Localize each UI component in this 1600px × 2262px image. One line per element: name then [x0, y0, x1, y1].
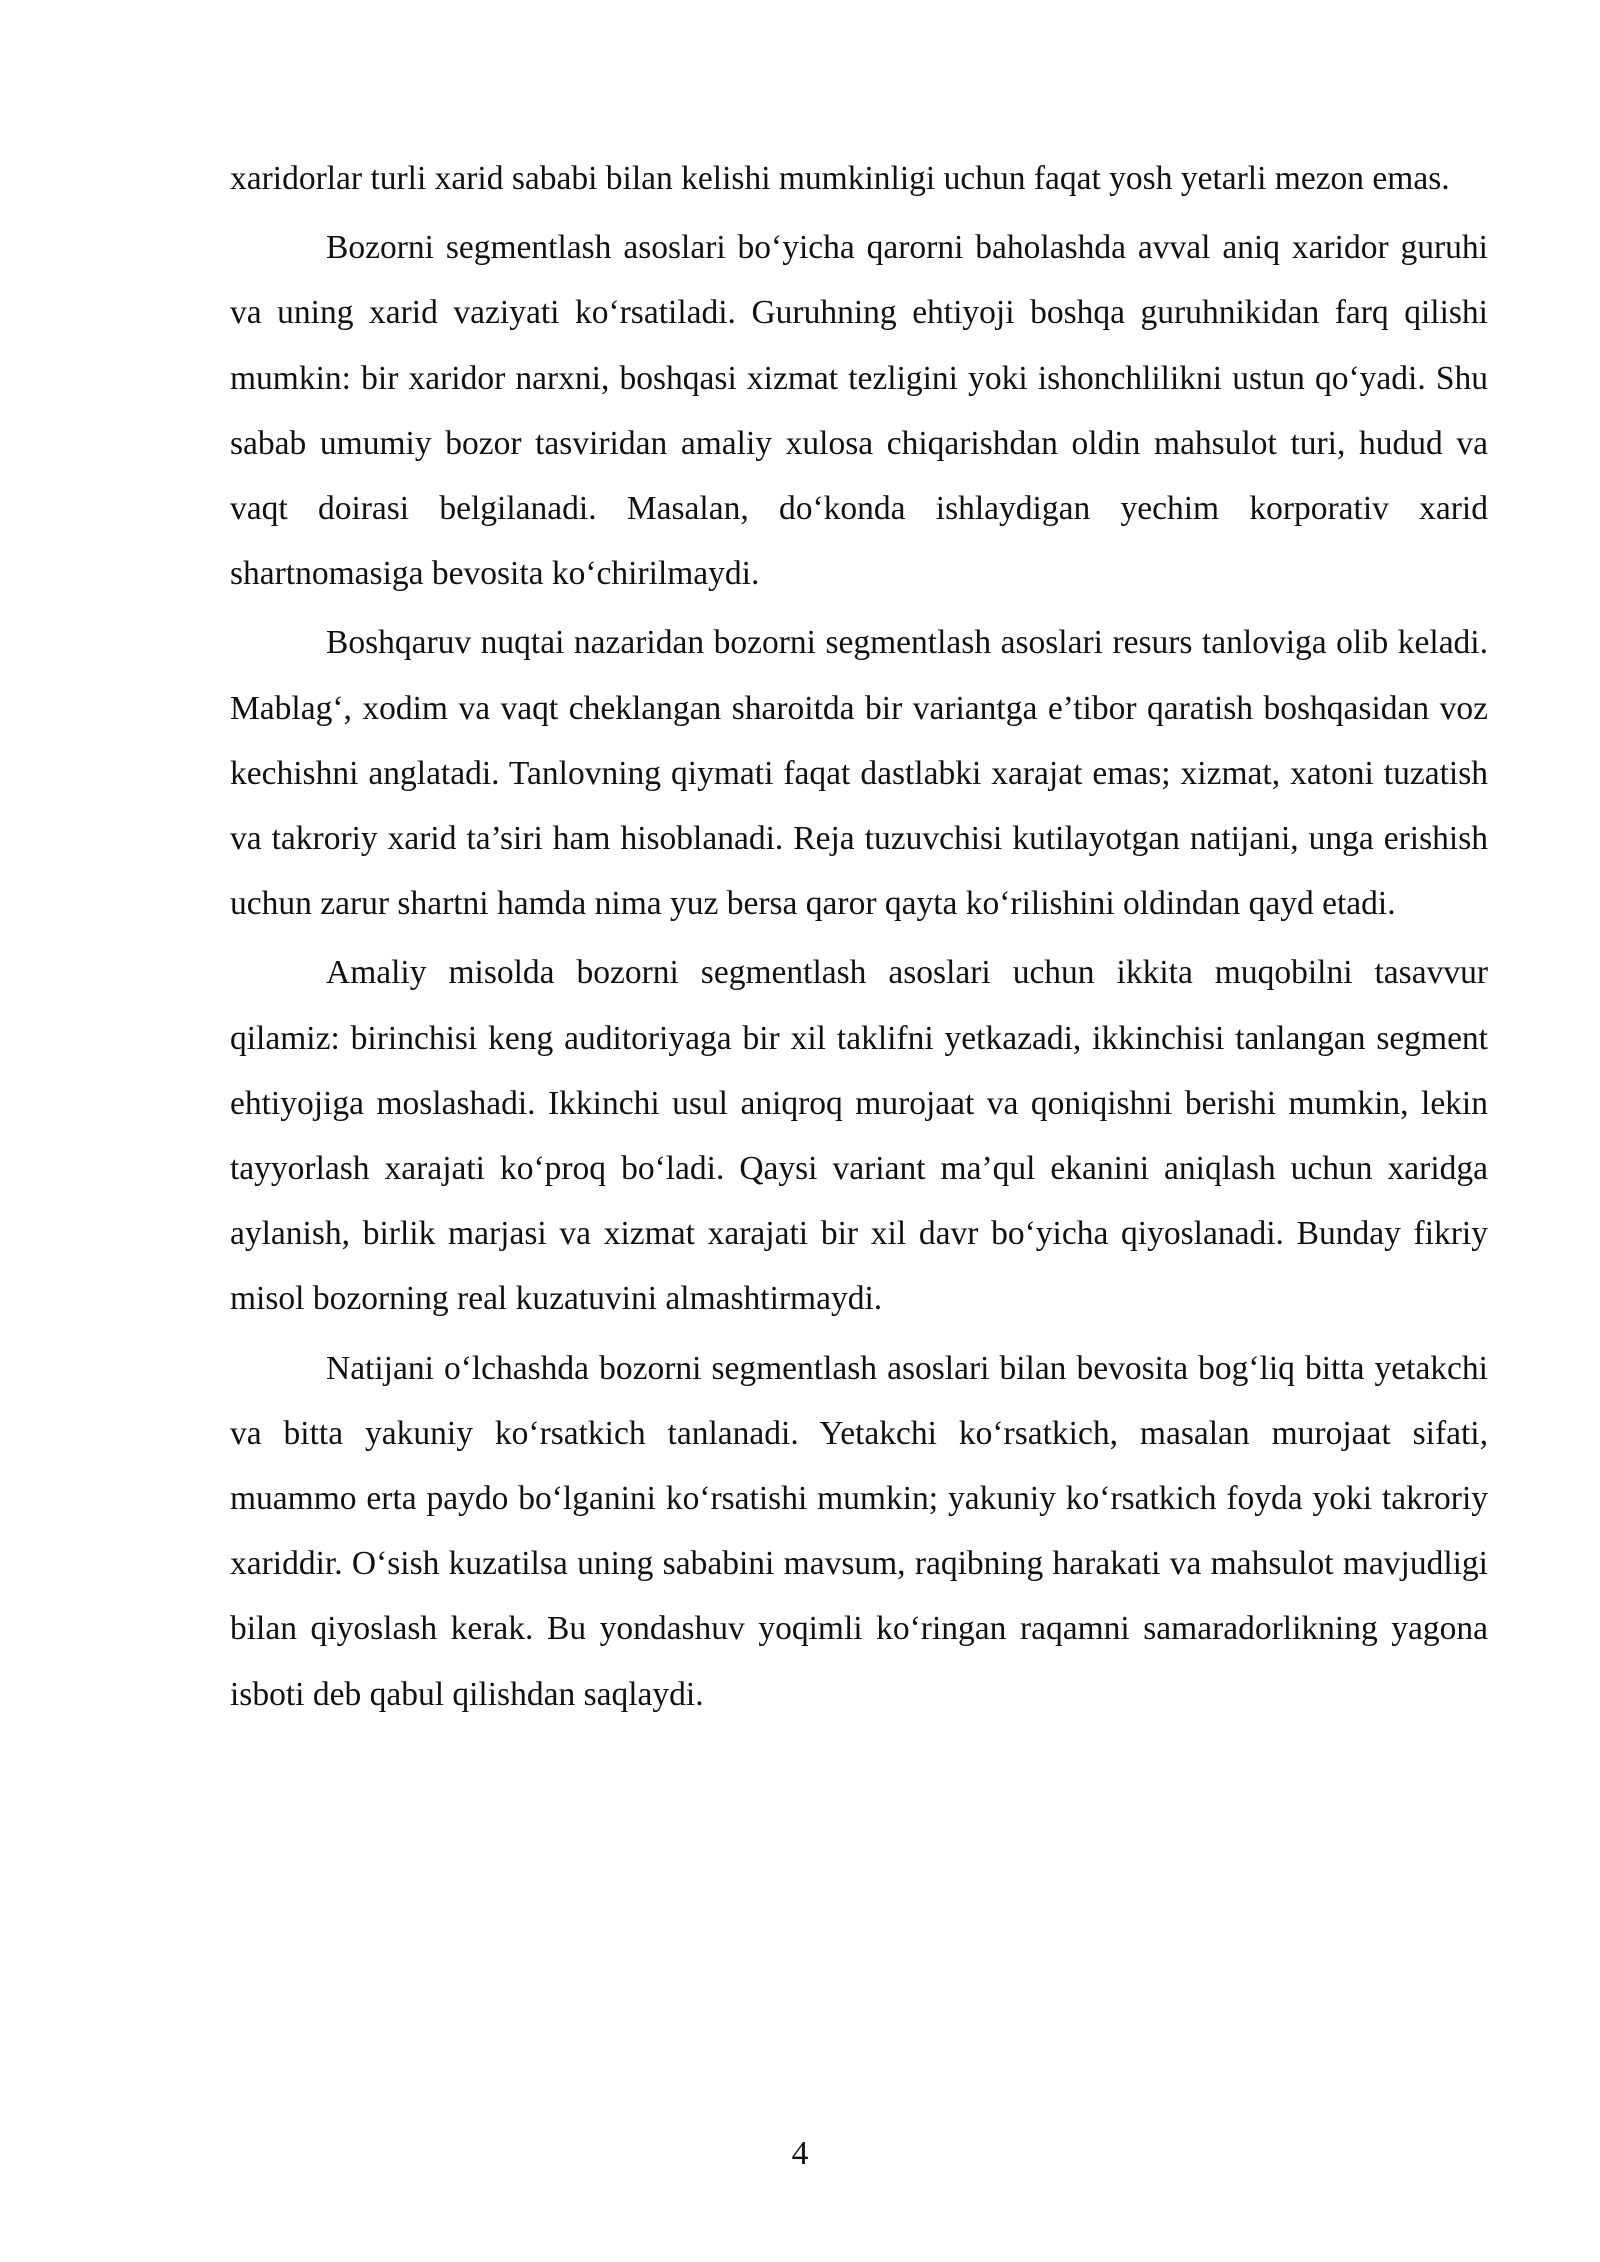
paragraph-decision-evaluation: Bozorni segmentlash asoslari bo‘yicha qarorni baholashda avval aniq xaridor guruhi va uning xarid vaziyati ko‘rsatiladi. Guruhning ehtiyoji boshqa guruhnikidan farq qilishi mumkin: bir xaridor narxni, boshqasi xizmat tezligini yoki ishonchlilikni ustun qo‘yadi. Shu sabab umumiy bozor tasviridan amaliy xulosa chiqarishdan oldin mahsulot turi, hudud va vaqt doirasi belgilanadi. Masalan, do‘konda ishlaydigan yechim korporativ xarid shartnomasiga bevosita ko‘chirilmaydi. [230, 229, 1488, 593]
paragraph-measuring-results: Natijani o‘lchashda bozorni segmentlash asoslari bilan bevosita bog‘liq bitta yetakchi va bitta yakuniy ko‘rsatkich tanlanadi. Yetakchi ko‘rsatkich, masalan murojaat sifati, muammo erta paydo bo‘lganini ko‘rsatishi mumkin; yakuniy ko‘rsatkich foyda yoki takroriy xariddir. O‘sish kuzatilsa uning sababini mavsum, raqibning harakati va mahsulot mavjudligi bilan qiyoslash kerak. Bu yondashuv yoqimli ko‘ringan raqamni samaradorlikning yagona isboti deb qabul qilishdan saqlaydi. [230, 1349, 1488, 1713]
body-text [230, 146, 1488, 1731]
paragraph-management-view: Boshqaruv nuqtai nazaridan bozorni segmentlash asoslari resurs tanloviga olib keladi. Mablag‘, xodim va vaqt cheklangan sharoitda bir variantga e’tibor qaratish boshqasidan voz kechishni anglatadi. Tanlovning qiymati faqat dastlabki xarajat emas; xizmat, xatoni tuzatish va takroriy xarid ta’siri ham hisoblanadi. Reja tuzuvchisi kutilayotgan natijani, unga erishish uchun zarur shartni hamda nima yuz bersa qaror qayta ko‘rilishini oldindan qayd etadi. [230, 624, 1488, 923]
paragraph-practical-example: Amaliy misolda bozorni segmentlash asoslari uchun ikkita muqobilni tasavvur qilamiz: birinchisi keng auditoriyaga bir xil taklifni yetkazadi, ikkinchisi tanlangan segment ehtiyojiga moslashadi. Ikkinchi usul aniqroq murojaat va qoniqishni berishi mumkin, lekin tayyorlash xarajati ko‘proq bo‘ladi. Qaysi variant ma’qul ekanini aniqlash uchun xaridga aylanish, birlik marjasi va xizmat xarajati bir xil davr bo‘yicha qiyoslanadi. Bunday fikriy misol bozorning real kuzatuvini almashtirmaydi. [230, 954, 1488, 1318]
paragraph-continued: xaridorlar turli xarid sababi bilan kelishi mumkinligi uchun faqat yosh yetarli mezon emas. [230, 160, 1450, 197]
page-number: 4 [791, 2135, 809, 2172]
